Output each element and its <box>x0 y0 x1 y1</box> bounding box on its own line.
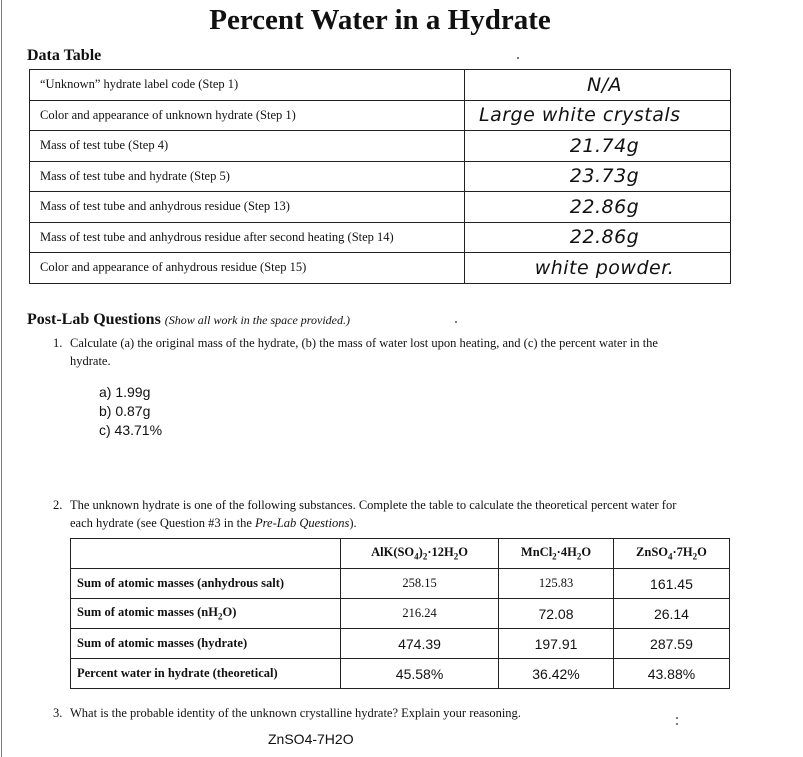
cell-value: 287.59 <box>613 629 729 659</box>
data-row-label: Mass of test tube and anhydrous residue (Step 13) <box>30 192 465 223</box>
cell-value: 197.91 <box>499 629 614 659</box>
stray-dot <box>676 717 678 719</box>
question-2-text: The unknown hydrate is one of the following substances. Complete the table to calculate the theoretical percent water for <box>70 498 677 512</box>
table-header-row <box>71 539 730 569</box>
data-row <box>30 131 731 162</box>
question-2 <box>53 496 743 532</box>
post-lab-heading <box>27 311 350 329</box>
data-row-value: 22.86g <box>465 192 731 223</box>
column-header-znso4: $ZnSO_4\cdot 7H_2O$ <box>613 539 729 569</box>
question-1-text: Calculate (a) the original mass of the hydrate, (b) the mass of water lost upon heating, and (c) the percent water in the <box>70 336 658 350</box>
question-number: 1. <box>53 336 63 350</box>
data-row <box>30 253 731 284</box>
question-3-answer: ZnSO4-7H2O <box>268 731 354 747</box>
stray-dot <box>455 321 457 323</box>
cell-value: 161.45 <box>613 569 729 599</box>
answer-a: a) 1.99g <box>99 384 151 400</box>
question-number: 2. <box>53 498 63 512</box>
question-1-answers <box>99 383 162 440</box>
data-row-value: N/A <box>465 70 731 101</box>
row-label: Percent water in hydrate (theoretical) <box>71 659 341 689</box>
question-3 <box>53 704 743 722</box>
post-lab-title: Post-Lab Questions <box>27 311 161 328</box>
theoretical-water-table <box>70 538 730 689</box>
data-row <box>30 70 731 101</box>
data-row-value: white powder. <box>465 253 731 284</box>
table-corner-cell <box>71 539 341 569</box>
page-left-border <box>1 0 2 757</box>
data-row-label: Mass of test tube and anhydrous residue after second heating (Step 14) <box>30 222 465 253</box>
cell-value: 72.08 <box>499 599 614 629</box>
stray-dot <box>676 723 678 725</box>
cell-value: 26.14 <box>613 599 729 629</box>
data-row-label: Color and appearance of unknown hydrate (Step 1) <box>30 100 465 131</box>
cell-value: 216.24 <box>341 599 499 629</box>
cell-value: 36.42% <box>499 659 614 689</box>
data-row-value: 22.86g <box>465 222 731 253</box>
question-2-ref: Pre-Lab Questions <box>255 516 350 530</box>
table-row <box>71 629 730 659</box>
cell-value: 474.39 <box>341 629 499 659</box>
data-row-label: Mass of test tube and hydrate (Step 5) <box>30 161 465 192</box>
cell-value: 258.15 <box>341 569 499 599</box>
row-label: Sum of atomic masses $(nH_2O)$ <box>71 599 341 629</box>
data-row <box>30 100 731 131</box>
cell-value: 45.58% <box>341 659 499 689</box>
column-header-mncl2: $MnCl_2\cdot 4H_2O$ <box>499 539 614 569</box>
data-row <box>30 192 731 223</box>
data-row-value: 23.73g <box>465 161 731 192</box>
table-row <box>71 659 730 689</box>
data-row-label: Mass of test tube (Step 4) <box>30 131 465 162</box>
answer-c: c) 43.71% <box>99 422 163 438</box>
question-3-text: What is the probable identity of the unknown crystalline hydrate? Explain your reasoning. <box>70 706 521 720</box>
table-row <box>71 569 730 599</box>
table-row <box>71 599 730 629</box>
data-table <box>29 69 731 284</box>
question-1-text-cont: hydrate. <box>70 354 111 368</box>
data-table-heading: Data Table <box>27 47 102 64</box>
question-1 <box>53 334 743 370</box>
cell-value: 125.83 <box>499 569 614 599</box>
data-row-label: “Unknown” hydrate label code (Step 1) <box>30 70 465 101</box>
row-label: Sum of atomic masses (hydrate) <box>71 629 341 659</box>
stray-dot <box>517 57 519 59</box>
question-2-text-cont: each hydrate (see Question #3 in the <box>70 516 256 530</box>
row-label: Sum of atomic masses (anhydrous salt) <box>71 569 341 599</box>
post-lab-hint: (Show all work in the space provided.) <box>164 313 350 327</box>
data-row-value: Large white crystals <box>465 100 731 131</box>
data-row-value: 21.74g <box>465 131 731 162</box>
question-2-text-end: ). <box>349 516 357 530</box>
data-row-label: Color and appearance of anhydrous residue (Step 15) <box>30 253 465 284</box>
answer-b: b) 0.87g <box>99 403 151 419</box>
question-number: 3. <box>53 706 63 720</box>
cell-value: 43.88% <box>613 659 729 689</box>
data-row <box>30 161 731 192</box>
column-header-alum: $AlK(SO_4)_2\cdot 12H_2O$ <box>341 539 499 569</box>
data-row <box>30 222 731 253</box>
page-title: Percent Water in a Hydrate <box>209 4 551 36</box>
